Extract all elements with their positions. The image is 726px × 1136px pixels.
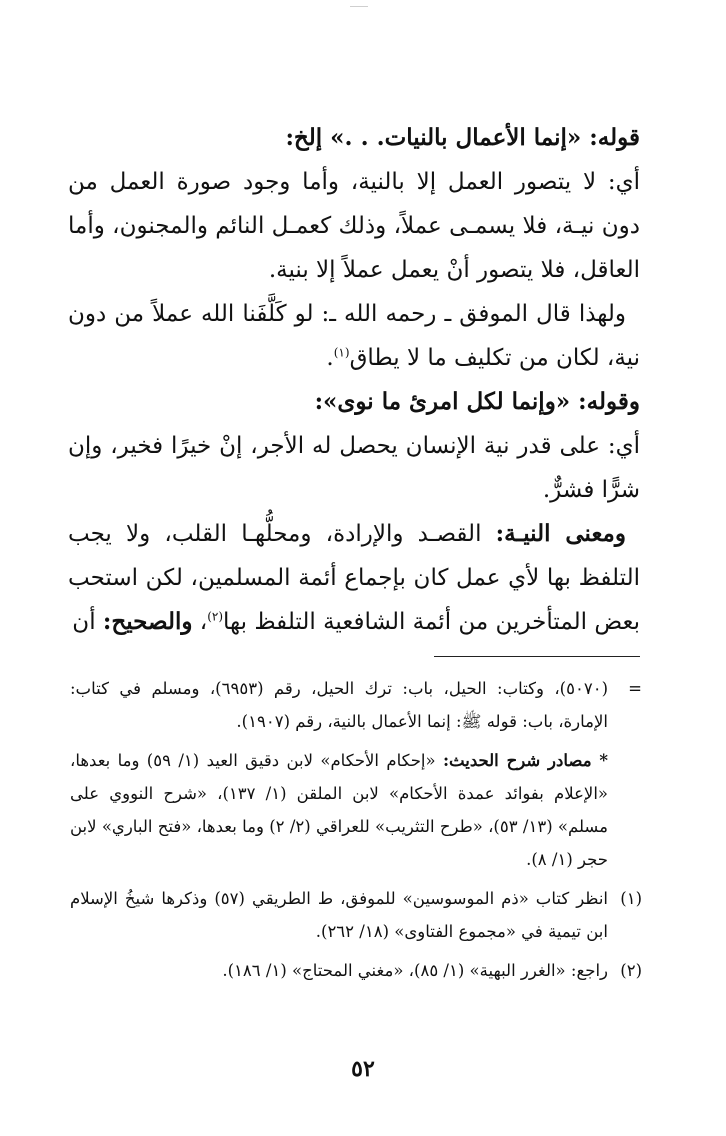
footnote-sources-body — [70, 744, 608, 876]
footnote-1-body — [70, 882, 608, 948]
paragraph-2-text: ولهذا قال الموفق ـ رحمه الله ـ: لو كَلَّفَنا الله عملاً من دون نية، لكان من تكليف ما لا يطاق — [68, 301, 640, 371]
term-niyyah: ومعنى النيـة: — [495, 520, 626, 547]
footnote-continuation-body — [70, 672, 608, 738]
paragraph-3 — [68, 424, 640, 512]
page-number: ٥٢ — [351, 1056, 375, 1082]
footnote-2 — [70, 954, 642, 987]
paragraph-4 — [68, 512, 640, 644]
paragraph-1-text: أي: لا يتصور العمل إلا بالنية، وأما وجود صورة العمل من دون نيـة، فلا يسمـى عملاً، وذلك كعمـل النائم والمجنون، وأما العاقل، فلا يتصور أنْ يعمل عملاً إلا بنية. — [68, 169, 640, 283]
paragraph-1 — [68, 160, 640, 292]
footnotes-section — [70, 672, 642, 987]
paragraph-4-end: أن — [72, 609, 103, 635]
footnote-continuation-text: (٥٠٧٠)، وكتاب: الحيل، باب: ترك الحيل، رقم (٦٩٥٣)، ومسلم في كتاب: الإمارة، باب: قوله ﷺ: إنما الأعمال بالنية، رقم (١٩٠٧). — [70, 679, 609, 731]
paragraph-2 — [68, 292, 640, 380]
footnote-continuation — [70, 672, 642, 738]
footnote-2-body — [70, 954, 608, 987]
footnote-2-text: راجع: «الغرر البهية» (١/ ٨٥)، «مغني المحتاج» (١/ ١٨٦). — [222, 961, 608, 980]
sources-heading: * مصادر شرح الحديث: — [442, 751, 609, 770]
footnote-2-marker: (٢) — [620, 961, 642, 980]
footnote-1-marker: (١) — [620, 889, 642, 908]
heading-li-kulli-imri — [68, 380, 640, 424]
paragraph-2-end: . — [326, 345, 334, 371]
footnote-sources — [70, 744, 642, 876]
continuation-marker: = — [628, 679, 642, 698]
footnote-1 — [70, 882, 642, 948]
sources-text: «إحكام الأحكام» لابن دقيق العيد (١/ ٥٩) وما بعدها، «الإعلام بفوائد عمدة الأحكام» لابن الملقن (١/ ١٣٧)، «شرح النووي على مسلم» (١٣/ ٥٣)، «طرح التثريب» للعراقي (٢/ ٢) وما بعدها، «فتح الباري» لابن حجر (١/ ٨). — [70, 751, 608, 869]
scan-edge-mark — [350, 6, 368, 7]
main-text-body — [68, 116, 640, 644]
paragraph-3-text: أي: على قدر نية الإنسان يحصل له الأجر، إنْ خيرًا فخير، وإن شرًّا فشرٌّ. — [68, 433, 640, 503]
footnote-1-text: انظر كتاب «ذم الموسوسين» للموفق، ط الطريقي (٥٧) وذكرها شيخُ الإسلام ابن تيمية في «مجموع الفتاوى» (١٨/ ٢٦٢). — [70, 889, 609, 941]
term-sahih: والصحيح: — [102, 608, 193, 635]
footnote-ref-2[interactable]: (٢) — [207, 609, 224, 624]
footnote-ref-1[interactable]: (١) — [333, 345, 350, 360]
heading-2-text: وقوله: «وإنما لكل امرئ ما نوى»: — [314, 388, 640, 415]
heading-innama-al-aamal — [68, 116, 640, 160]
footnote-separator — [434, 656, 640, 657]
heading-1-text: قوله: «إنما الأعمال بالنيات. . .» إلخ: — [285, 124, 640, 151]
paragraph-4-text: القصـد والإرادة، ومحلُّهـا القلب، ولا يجب التلفظ بها لأي عمل كان بإجماع أئمة المسلمين، لكن استحب بعض المتأخرين من أئمة الشافعية التلفظ بها — [68, 521, 640, 635]
paragraph-4-separator: ، — [192, 609, 208, 635]
